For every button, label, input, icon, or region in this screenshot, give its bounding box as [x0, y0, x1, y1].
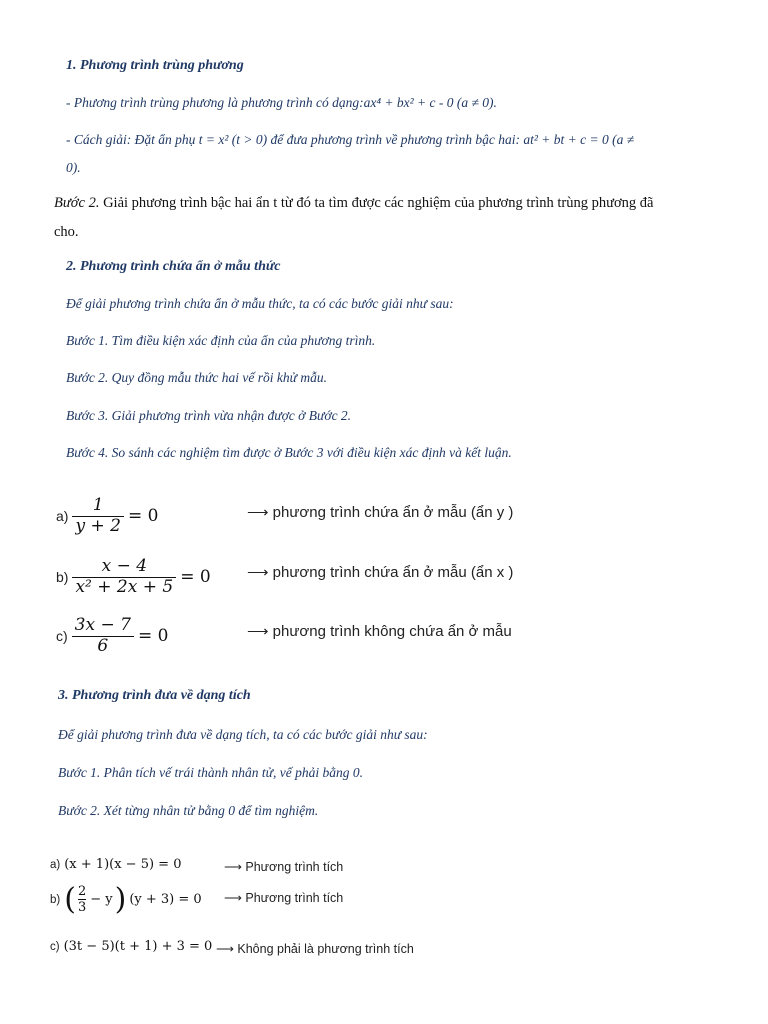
- section1-step2-line2: cho.: [54, 224, 79, 240]
- section3-step-2: Bước 2. Xét từng nhân tử bằng 0 để tìm nghiệm.: [58, 803, 319, 818]
- section2-title: 2. Phương trình chứa ẩn ở mẫu thức: [66, 259, 281, 274]
- section3-title: 3. Phương trình đưa về dạng tích: [58, 688, 251, 703]
- product-example-b: [50, 881, 202, 917]
- fraction: [72, 557, 176, 597]
- product-example-c-note: ⟶ Không phải là phương trình tích: [216, 942, 414, 956]
- fraction: [78, 884, 86, 915]
- example-b-note: ⟶ phương trình chứa ẩn ở mẫu (ẩn x ): [247, 564, 514, 581]
- example-label: c): [56, 628, 68, 645]
- section2-step-3: Bước 3. Giải phương trình vừa nhận được ở Bước 2.: [66, 408, 352, 423]
- section1-method-line2: 0).: [66, 160, 81, 175]
- section2-step-1: Bước 1. Tìm điều kiện xác định của ẩn của phương trình.: [66, 333, 376, 348]
- inner-term: − y: [90, 892, 113, 907]
- numerator: 2: [77, 884, 87, 899]
- product-example-b-note: ⟶ Phương trình tích: [224, 891, 344, 905]
- product-example-a: [50, 857, 181, 872]
- example-a-note: ⟶ phương trình chứa ẩn ở mẫu (ẩn y ): [247, 504, 514, 521]
- numerator: x − 4: [101, 556, 148, 576]
- example-label: a): [50, 858, 61, 871]
- rhs: = 0: [127, 506, 159, 527]
- denominator: 6: [97, 635, 109, 656]
- product-example-a-note: ⟶ Phương trình tích: [224, 860, 344, 874]
- left-paren: (: [64, 881, 76, 917]
- example-label: a): [56, 508, 69, 525]
- example-label: b): [56, 569, 69, 586]
- section1-step2-line1: [54, 195, 653, 212]
- example-b-equation: [56, 557, 211, 597]
- step2-text: Giải phương trình bậc hai ẩn t từ đó ta tìm được các nghiệm của phương trình trùng phương đã: [99, 195, 654, 211]
- denominator: y + 2: [75, 515, 121, 536]
- example-c-equation: [56, 616, 168, 656]
- fraction: [72, 496, 123, 536]
- section3-intro: Để giải phương trình đưa về dạng tích, ta có các bước giải như sau:: [58, 727, 428, 742]
- rhs: = 0: [137, 626, 169, 647]
- expression: (x + 1)(x − 5) = 0: [64, 857, 182, 872]
- denominator: 3: [77, 900, 87, 915]
- rhs: = 0: [180, 567, 211, 588]
- section2-intro: Để giải phương trình chứa ẩn ở mẫu thức, ta có các bước giải như sau:: [66, 296, 454, 311]
- denominator: x² + 2x + 5: [75, 576, 174, 597]
- section2-step-4: Bước 4. So sánh các nghiệm tìm được ở Bước 3 với điều kiện xác định và kết luận.: [66, 445, 512, 460]
- section1-title: 1. Phương trình trùng phương: [66, 58, 244, 73]
- right-paren: ): [114, 881, 127, 917]
- example-a-equation: [56, 496, 158, 536]
- tail-expression: (y + 3) = 0: [129, 892, 202, 907]
- section2-step-2: Bước 2. Quy đồng mẫu thức hai vế rồi khử mẫu.: [66, 370, 327, 385]
- example-c-note: ⟶ phương trình không chứa ẩn ở mẫu: [247, 623, 512, 640]
- step2-lead: Bước 2.: [54, 195, 100, 211]
- section1-definition: - Phương trình trùng phương là phương trình có dạng:ax⁴ + bx² + c - 0 (a ≠ 0).: [66, 95, 497, 110]
- numerator: 1: [92, 495, 104, 515]
- section1-method-line1: - Cách giải: Đặt ẩn phụ t = x² (t > 0) để đưa phương trình về phương trình bậc hai: at² + bt + c = 0 (a ≠: [66, 132, 635, 147]
- example-label: b): [50, 893, 61, 906]
- fraction: [72, 616, 134, 656]
- expression: (3t − 5)(t + 1) + 3 = 0: [63, 939, 213, 954]
- product-example-c: [50, 939, 212, 954]
- section3-step-1: Bước 1. Phân tích vế trái thành nhân tử, vế phải bằng 0.: [58, 765, 364, 780]
- numerator: 3x − 7: [74, 615, 131, 635]
- example-label: c): [50, 940, 60, 953]
